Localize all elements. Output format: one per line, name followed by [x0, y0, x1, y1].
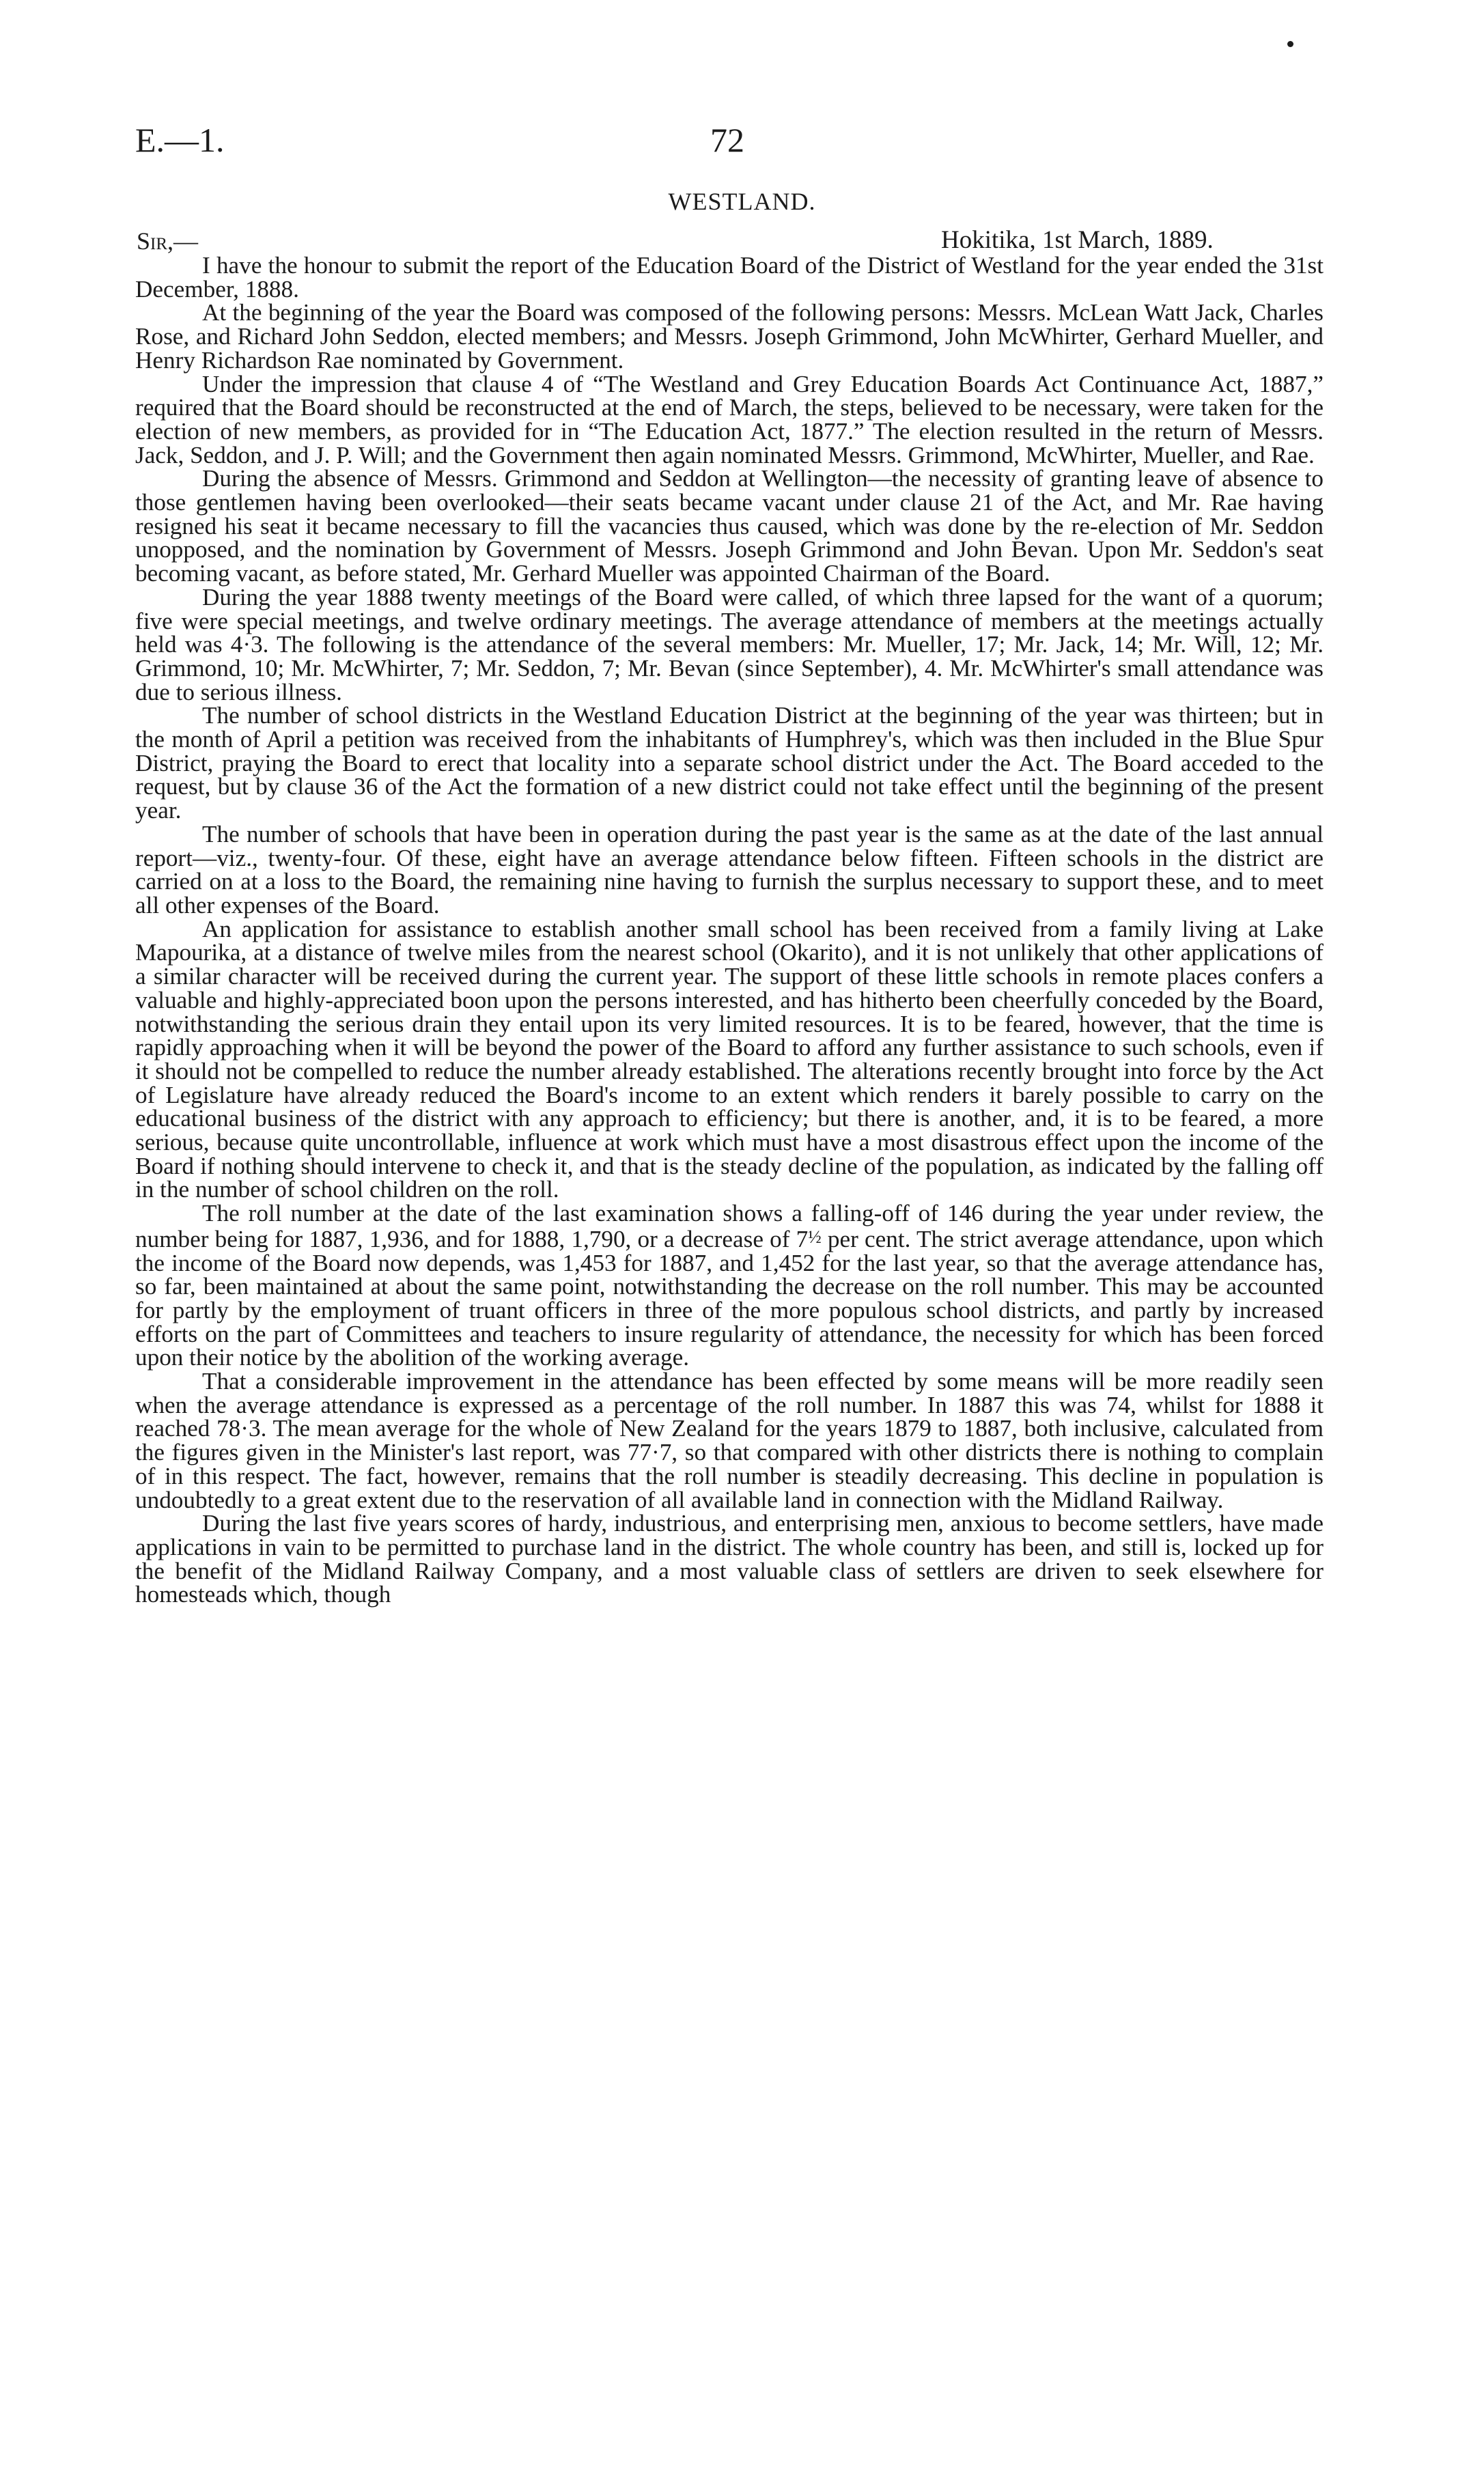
page-number: 72: [710, 121, 744, 159]
paragraph: An application for assistance to establish another small school has been received from a family living at Lake Mapourika, at a distance of twelve miles from the nearest school (Okarito), and it is not unlikely that other applications of a similar character will be received during the current year. The support of these little schools in remote places confers a valuable and highly-appreciated boon upon the persons interested, and has hitherto been cheerfully conceded by the Board, notwithstanding the serious drain they entail upon its very limited resources. It is to be feared, however, that the time is rapidly approaching when it will be beyond the power of the Board to afford any further assistance to such schools, even if it should not be compelled to reduce the number already established. The alterations recently brought into force by the Act of Legislature have already reduced the Board's income to an extent which renders it barely possible to carry on the educational business of the district with any approach to efficiency; but there is another, and, it is to be feared, a more serious, because quite uncontrollable, influence at work which must have a most disastrous effect upon the income of the Board if nothing should intervene to check it, and that is the steady decline of the population, as indicated by the falling off in the number of school children on the roll.: [135, 915, 1324, 1203]
paragraph: I have the honour to submit the report of the Education Board of the District of Westland for the year ended the 31st December, 1888.: [135, 252, 1324, 303]
ink-dot: [1287, 41, 1293, 47]
dateline: Hokitika, 1st March, 1889.: [941, 226, 1214, 254]
paragraph: The number of schools that have been in operation during the past year is the same as at the date of the last annual report—viz., twenty-four. Of these, eight have an average attendance below fifteen. Fifteen schools in the district are carried on at a loss to the Board, the remaining nine having to furnish the surplus necessary to support these, and to meet all other expenses of the Board.: [135, 820, 1324, 919]
roll-paragraph-rest: per cent. The strict average attendance, upon which the income of the Board now depends, was 1,453 for 1887, and 1,452 for the last year, so that the average attendance has, so far, been maintained at about the same point, notwithstanding the decrease on the roll number. This may be accounted for partly by the employment of truant officers in three of the more populous school districts, and partly by increased efforts on the part of Committees and teachers to insure regularity of attendance, the necessity for which has been forced upon their notice by the abolition of the working average.: [135, 1225, 1324, 1371]
paragraph: During the absence of Messrs. Grimmond and Seddon at Wellington—the necessity of granting leave of absence to those gentlemen having been overlooked—their seats became vacant under clause 21 of the Act, and Mr. Rae having resigned his seat it became necessary to fill the vacancies thus caused, which was done by the re-election of Mr. Seddon unopposed, and the nomination by Government of Messrs. Joseph Grimmond and John Bevan. Upon Mr. Seddon's seat becoming vacant, as before stated, Mr. Gerhard Mueller was appointed Chairman of the Board.: [135, 465, 1324, 587]
salutation: Sir,—: [137, 227, 199, 255]
series-header: E.—1.: [135, 121, 225, 159]
paragraph: During the last five years scores of hardy, industrious, and enterprising men, anxious to become settlers, have made applications in vain to be permitted to purchase land in the district. The whole country has been, and still is, locked up for the benefit of the Midland Railway Company, and a most valuable class of settlers are driven to seek elsewhere for homesteads which, though: [135, 1510, 1324, 1608]
report-title: WESTLAND.: [668, 188, 816, 215]
roll-paragraph-start: The roll number at the date of the last examination shows a falling-off of 146 during the year under review, the number being for 1887, 1,936, and for 1888, 1,790, or a decrease of 7: [135, 1200, 1324, 1252]
paragraph-roll-number: [135, 1202, 1324, 1370]
paragraph: During the year 1888 twenty meetings of the Board were called, of which three lapsed for the want of a quorum; five were special meetings, and twelve ordinary meetings. The average attendance of members at the meetings actually held was 4·3. The following is the attendance of the several members: Mr. Mueller, 17; Mr. Jack, 14; Mr. Will, 12; Mr. Grimmond, 10; Mr. McWhirter, 7; Mr. Seddon, 7; Mr. Bevan (since September), 4. Mr. McWhirter's small attendance was due to serious illness.: [135, 583, 1324, 705]
paragraph: At the beginning of the year the Board was composed of the following persons: Messrs. McLean Watt Jack, Charles Rose, and Richard John Seddon, elected members; and Messrs. Joseph Grimmond, John McWhirter, Gerhard Mueller, and Henry Richardson Rae nominated by Government.: [135, 299, 1324, 374]
report-body: [135, 254, 1324, 1607]
paragraph: That a considerable improvement in the attendance has been effected by some means will be more readily seen when the average attendance is expressed as a percentage of the roll number. In 1887 this was 74, whilst for 1888 it reached 78·3. The mean average for the whole of New Zealand for the years 1879 to 1887, both inclusive, calculated from the figures given in the Minister's last report, was 77·7, so that compared with other districts there is nothing to complain of in this respect. The fact, however, remains that the roll number is steadily decreasing. This decline in population is undoubtedly to a great extent due to the reservation of all available land in connection with the Midland Railway.: [135, 1368, 1324, 1513]
paragraph: Under the impression that clause 4 of “The Westland and Grey Education Boards Act Continuance Act, 1887,” required that the Board should be reconstructed at the end of March, the steps, believed to be necessary, were taken for the election of new members, as provided for in “The Education Act, 1877.” The election resulted in the return of Messrs. Jack, Seddon, and J. P. Will; and the Government then again nominated Messrs. Grimmond, McWhirter, Mueller, and Rae.: [135, 370, 1324, 468]
paragraph: The number of school districts in the Westland Education District at the beginning of the year was thirteen; but in the month of April a petition was received from the inhabitants of Humphrey's, which was then included in the Blue Spur District, praying the Board to erect that locality into a separate school district under the Act. The Board acceded to the request, but by clause 36 of the Act the formation of a new district could not take effect until the beginning of the present year.: [135, 702, 1324, 824]
fraction: ½: [808, 1226, 822, 1247]
